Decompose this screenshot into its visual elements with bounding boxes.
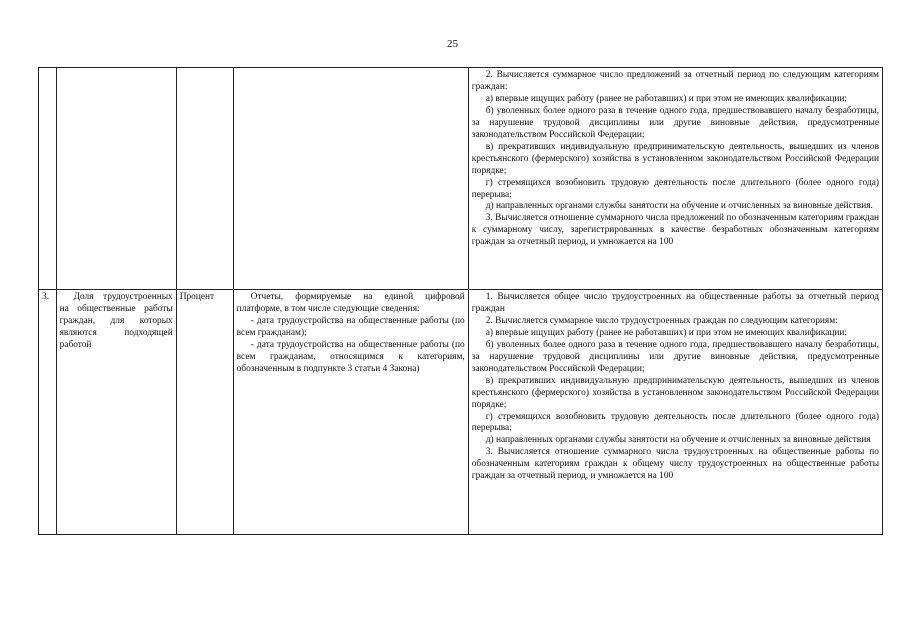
method-paragraph: б) уволенных более одного раза в течение одного года, предшествовавшего началу безработицы, за нарушение трудовой дисциплины или другие виновные действия, предусмотренные законодательством Российской Федерации;	[471, 105, 879, 140]
indicator-cell: Доля трудоустроенных на общественные работы граждан, для которых являются подходящей работой	[56, 290, 176, 535]
method-paragraph: 2. Вычисляется суммарное число трудоустроенных граждан по следующим категориям:	[485, 315, 838, 326]
unit-cell: Процент	[176, 290, 233, 535]
method-cell	[468, 68, 882, 290]
method-cell	[468, 290, 882, 535]
method-paragraph: д) направленных органами службы занятости на обучение и отчисленных за виновные действия.	[485, 201, 873, 212]
row-number-cell: 3.	[39, 290, 57, 535]
source-cell	[233, 290, 468, 535]
method-paragraph: 3. Вычисляется отношение суммарного числа предложений по обозначенным категориям граждан к суммарному числу, зарегистрированных в качестве безработных обозначенным категориям граждан за отчетный период, и умножается на 100	[471, 213, 879, 248]
row-number-cell	[39, 68, 57, 290]
method-paragraph: б) уволенных более одного раза в течение одного года, предшествовавшего началу безработицы, за нарушение трудовой дисциплины или другие виновные действия, предусмотренные законодательством Российской Федерации;	[471, 339, 879, 374]
source-paragraph: Отчеты, формируемые на единой цифровой платформе, в том числе следующие сведения:	[236, 292, 465, 314]
method-paragraph: г) стремящихся возобновить трудовую деятельность после длительного (более одного года) перерыва;	[471, 411, 879, 434]
method-paragraph: д) направленных органами службы занятости на обучение и отчисленных за виновные действия	[485, 435, 871, 446]
method-paragraph: 2. Вычисляется суммарное число предложений за отчетный период по следующим категориям граждан:	[471, 70, 879, 92]
methodology-table	[38, 67, 883, 535]
method-paragraph: г) стремящихся возобновить трудовую деятельность после длительного (более одного года) перерыва;	[471, 177, 879, 200]
source-paragraph: - дата трудоустройства на общественные работы (по всем гражданам, относящимся к категориям, обозначенным в подпункте 3 статьи 4 Закона)	[236, 339, 465, 374]
page-number: 25	[447, 38, 458, 50]
unit-cell	[176, 68, 233, 290]
method-paragraph: 1. Вычисляется общее число трудоустроенных на общественные работы за отчетный период граждан	[471, 292, 879, 314]
source-cell	[233, 68, 468, 290]
table-row	[39, 68, 883, 290]
method-paragraph: 3. Вычисляется отношение суммарного числа трудоустроенных на общественные работы по обозначенным категориям граждан к общему числу трудоустроенных на общественные работы граждан за отчетный период, и умножается на 100	[471, 447, 879, 482]
method-paragraph: а) впервые ищущих работу (ранее не работавших) и при этом не имеющих квалификации;	[485, 327, 848, 338]
method-paragraph: а) впервые ищущих работу (ранее не работавших) и при этом не имеющих квалификации;	[485, 93, 848, 104]
method-paragraph: в) прекративших индивидуальную предпринимательскую деятельность, вышедших из членов крестьянского (фермерского) хозяйства в установленном законодательством Российской Федерации порядке;	[471, 141, 879, 176]
indicator-cell	[56, 68, 176, 290]
source-paragraph: - дата трудоустройства на общественные работы (по всем гражданам);	[236, 315, 465, 338]
method-paragraph: в) прекративших индивидуальную предпринимательскую деятельность, вышедших из членов крестьянского (фермерского) хозяйства в установленном законодательством Российской Федерации порядке;	[471, 375, 879, 410]
table-row	[39, 290, 883, 535]
